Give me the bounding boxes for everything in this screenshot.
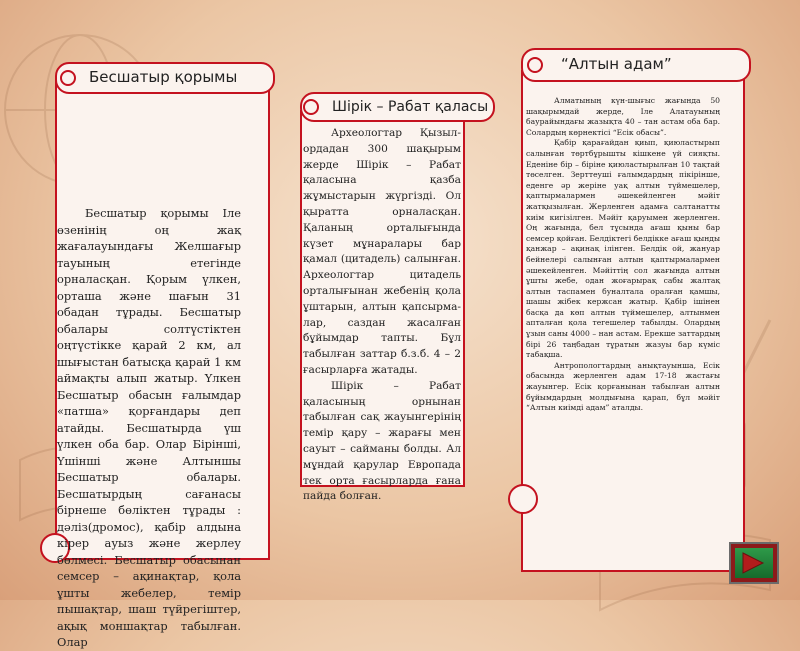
- left-paragraph: Бесшатыр қорымы Іле өзенінің оң жақ жағалауындағы Желшағыр тауының етегінде орналасқан. Қорым үлкен, орташа және шағын 31 обадан тұрады. Бесшатыр обалары солтүстіктен оңтүстікке қарай 2 км, ал шығыстан батысқа қарай 1 км аймақты алып жатыр. Үлкен Бесшатыр обасын ғалымдар «патша» қорғандары деп атайды. Бесшатырда үш үлкен оба бар. Олар Бірінші, Үшінші және Алтыншы Бесшатыр обалары. Бесшатырдың сағанасы бірнеше бөліктен тұрады : дәліз(дромос), қабір алдына кірер ауыз және жерлеу бөлмесі. Бесшатыр обасынан семсер – ақинақтар, қола ұшты жебелер, темір пышақтар, шаш түйрегіштер, ақық моншақтар табылған. Олар: [57, 206, 241, 649]
- right-panel-header: [521, 48, 751, 82]
- right-paragraph-3: Антропологтардың анықтауынша, Есік обасында жерленген адам 17-18 жастағы жауынгер. Есік қорғанынан табылған алтын бұйымдардың молдығына қарап, бұл мәйіт “Алтын киімді адам” аталды.: [526, 360, 720, 413]
- left-panel-curl-top: [60, 70, 76, 86]
- left-panel-title: Бесшатыр қорымы: [89, 68, 238, 86]
- right-paragraph-1: Алматының күн-шығыс жағында 50 шақырымдай жерде, Іле Алатауының баурайындағы жазықта 40 – тан астам оба бар. Солардың көрнектісі “Есік обасы”.: [526, 96, 720, 137]
- middle-paragraph-2: Шірік – Рабат қаласының орнынан табылған сақ жауынгерінің темір қару – жарағы мен сауыт – сайманы болды. Ал мұндай қарулар Европада тек орта ғасырларда ғана пайда болған.: [303, 379, 461, 503]
- left-panel-text: [57, 205, 241, 649]
- middle-panel-header: [300, 92, 495, 122]
- next-button-face: [735, 548, 773, 578]
- right-panel-curl-top: [527, 57, 543, 73]
- right-paragraph-2: Қабір қарағайдан қиып, қиюластырып салынған төртбұрышты кішкене үй сияқты. Еденіне бір – біріне қиюластырылған 10 тақтай төселген. Зерттеуші ғалымдардың пікірінше, еденге әр жеріне уақ алтын түймешелер, қаптырмалармен әшекейленген мәйіт жатқызылған. Жерленген адамға салтанатты киім кигізілген. Мәйіт қаруымен жерленген. Оң жағында, бел тұсында ағаш қыны бар семсер қойған. Белдіктегі белдікке ағаш қынды қанжар – ақинақ ілінген. Белдік ой, жануар бейнелері салынған алтын қаптырмалармен әшекейленген. Мәйіттің сол жағында алтын ұшты жебе, одан жоғарырақ сабы жалтақ алтын таспамен буналтала оралған қамшы, шашы жібек кержсан жатыр. Қабір ішінен басқа да көп алтын түймешелер, алтынмен апталған қола тегешелер табылды. Олардың ұзын саны 4000 – нан астам. Ерекше заттардың бірі 26 таңбадан тұратын жазуы бар күміс табақша.: [526, 138, 720, 360]
- middle-panel-title: Шірік – Рабат қаласы: [332, 99, 489, 115]
- arrow-right-icon: [735, 548, 773, 578]
- middle-paragraph-1: Археологтар Қызыл-ордадан 300 шақырым жерде Шірік – Рабат қаласына қазба жұмыстарын жүргізді. Ол қыратта орналасқан. Қаланың орталығында күзет мұнаралары бар қамал (цитадель) салынған. Археологтар цитадель орталығынан жебенің қола ұштарын, алтын қапсырма-лар, саздан жасалған бұйымдар тапты. Бұл табылған заттар б.з.б. 4 – 2 ғасырларға жатады.: [303, 127, 461, 376]
- middle-panel-curl-top: [303, 99, 319, 115]
- next-slide-button[interactable]: [729, 542, 779, 584]
- left-panel-header: [55, 62, 275, 94]
- right-panel-text: [526, 96, 720, 562]
- right-panel-title: “Алтын адам”: [561, 55, 672, 73]
- middle-panel-text: [303, 126, 461, 503]
